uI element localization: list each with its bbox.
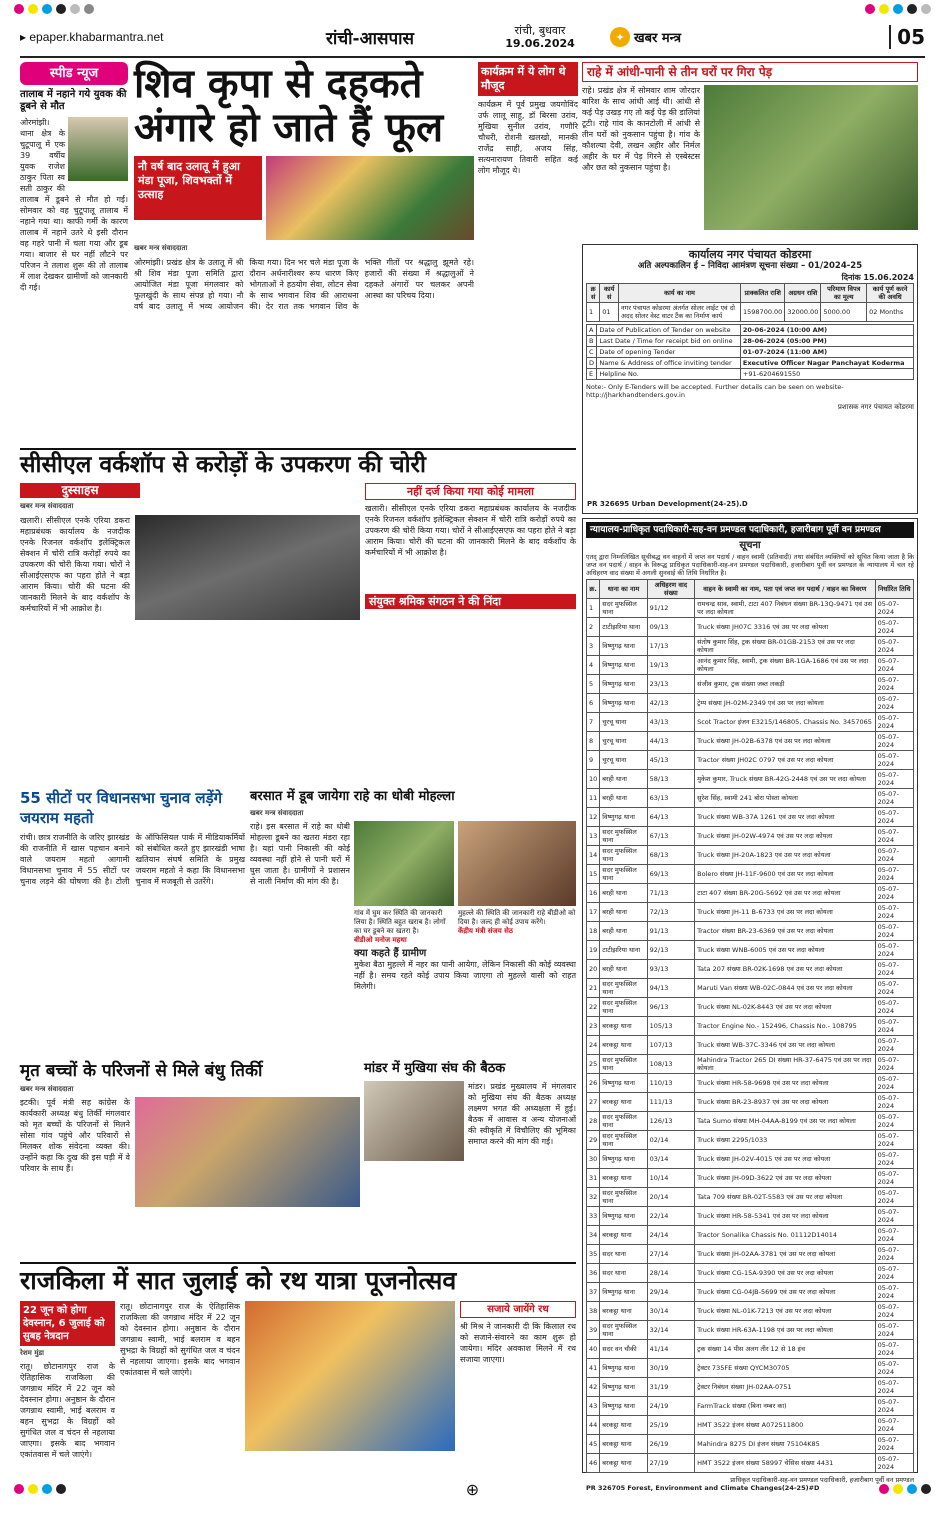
victim-photo bbox=[68, 117, 128, 181]
mandar-story bbox=[364, 1060, 576, 1260]
site-url[interactable]: ▸ epaper.khabarmantra.net bbox=[20, 30, 164, 44]
ccl-headline: सीसीएल वर्कशॉप से करोड़ों के उपकरण की चोरी bbox=[20, 448, 576, 480]
tender-office: कार्यालय नगर पंचायत कोडरमा bbox=[688, 248, 812, 261]
table-row: 21 सदर मुफस्सिल थाना 94/13 Maruti Van संख्या WB-02C-0844 एवं उस पर लदा कोयला 05-07-2024 bbox=[587, 979, 914, 998]
jairam-body: रांची। छात्र राजनीति के जरिए झारखंड की राजनीति में खास पहचान बनाने वाले जयराम महतो आगामी विधानसभा चुनाव में 55 सीटों पर चुनाव लड़ने की घोषणा की है। टोली के ऑफिसियल पार्क में मीडियाकर्मियों को संबोधित करते हुए झारखंडी भाषा खतियान संघर्ष समिति के प्रमुख जयराम महतो ने कहा कि विधानसभा चुनाव में मजबूती से उतरेंगे। bbox=[20, 833, 245, 886]
table-row: 30 विष्णुगढ़ थाना 03/14 Truck संख्या JH-02V-4015 एवं उस पर लदा कोयला 05-07-2024 bbox=[587, 1150, 914, 1169]
rath-side: श्री मिश्र ने जानकारी दी कि किलाल रथ को सजाने-संवारने का काम शुरू हो जायेगा। मंदिर अवकाश मिलने में रथ सजाया जाएगा। bbox=[460, 1322, 576, 1364]
table-row: 31 बरकट्ठा थाना 10/14 Truck संख्या JH-09D-3622 एवं उस पर लदा कोयला 05-07-2024 bbox=[587, 1169, 914, 1188]
fallen-tree-photo bbox=[704, 85, 918, 230]
tirkey-story bbox=[20, 1060, 360, 1260]
table-row: 22 सदर मुफस्सिल थाना 96/13 Truck संख्या NL-02K-8443 एवं उस पर लदा कोयला 05-07-2024 bbox=[587, 998, 914, 1017]
bdo-quote: गांव में घुम कर स्थिति की जानकारी लिया है। स्थिति बहुत खराब है। लोगों का घर डूबने का खतरा है। bbox=[354, 909, 446, 935]
table-row: 9 चुरचू थाना 45/13 Tractor संख्या JH02C 0797 एवं उस पर लदा कोयला 05-07-2024 bbox=[587, 751, 914, 770]
forest-notice-label: सूचना bbox=[739, 540, 761, 551]
forest-pr: PR 326705 Forest, Environment and Climate Changes(24-25)#D bbox=[586, 1484, 820, 1492]
rath-byline: रेशम मुंडा bbox=[20, 1349, 44, 1357]
tender-table: क्र सं कार्य सं कार्य का नाम प्राक्कलित राशि अग्रधन राशि परिमाण विपत्र का मूल्य कार्य पूर्ण करने की अवधि 1 01 नगर पंचायत कोडरमा अंतर्गत सोलर लाईट एवं दो अदद सोलर वेस्ट वाटर टैंक का निर्माण कार्य 1598700.00 32000.00 5000.00 02 Months bbox=[586, 283, 914, 322]
section-title: रांची-आसपास bbox=[325, 28, 415, 49]
manda-puja-photo bbox=[266, 156, 474, 240]
tirkey-headline: मृत बच्चों के परिजनों से मिले बंधु तिर्की bbox=[20, 1061, 263, 1081]
family-meeting-photo bbox=[135, 1097, 360, 1207]
table-row: 38 बरकट्ठा थाना 30/14 Truck संख्या NL-01K-7213 एवं उस पर लदा कोयला 05-07-2024 bbox=[587, 1302, 914, 1321]
speed-news bbox=[20, 62, 128, 437]
table-row: 6 विष्णुगढ़ थाना 42/13 ट्रेम्प संख्या JH-02M-2349 एवं उस पर लदा कोयला 05-07-2024 bbox=[587, 694, 914, 713]
lead-redbox: नौ वर्ष बाद उलातू में हुआ मंडा पूजा, शिवभक्तों में उत्साह bbox=[134, 156, 262, 220]
forest-table: क्र. थाना का नाम अधिहरण वाद संख्या वाहन के स्वामी का नाम, पता एवं जप्त वन पदार्थ / वाहन का विवरण निर्धारित तिथि 1 सदर मुफस्सिल थाना 91/12 रामचन्द्र साव, स्वामी, टाटा 407 निबंधन संख्या BR-13Q-9471 एवं उस पर लदा कोयला 05-07-2024 2 टाटीझरिया थाना 09/13 Truck संख्या JH07C 3316 एवं उस पर लदा कोयला 05-07-2024 3 विष्णुगढ़ थाना 17/13 संतोष कुमार सिंह, ट्रक संख्या BR-01GB-2153 एवं उस पर लदा कोयला 05-07-2024 4 विष्णुगढ़ थाना 19/13 आनंद कुमार सिंह, स्वामी, ट्रक संख्या BR-1GA-1686 एवं उस पर लदा कोयला 05-07-2024 5 विष्णुगढ़ थाना 23/13 संजीव कुमार, ट्रक संख्या जब्त लकड़ी 05-07-2024 6 विष्णुगढ़ थाना 42/13 ट्रेम्प संख्या JH-02M-2349 एवं उस पर लदा कोयला 05-07-2024 7 चुरचू थाना 43/13 Scot Tractor इंजन E3215/146805, Chassis No. 3457065 05-07-2024 8 चुरचू थाना 44/13 Truck संख्या JH-02B-6378 एवं उस पर लदा कोयला 05-07-2024 9 चुरचू थाना 45/13 Tractor संख्या JH02C 0797 एवं उस पर लदा कोयला 05-07-2024 10 बरही थाना 58/13 मुकेश कुमार, Truck संख्या BR-42G-2448 एवं उस पर लदा कोयला 05-07-2024 11 बरही थाना 63/13 सुरेश सिंह, स्वामी 241 बोरा पोस्ता कोयला 05-07-2024 12 विष्णुगढ़ थाना 64/13 Truck संख्या WB-37A 1261 एवं उस पर लदा कोयला 05-07-2024 13 सदर मुफस्सिल थाना 67/13 Truck संख्या JH-02W-4974 एवं उस पर लदा कोयला 05-07-2024 14 सदर मुफस्सिल थाना 68/13 Truck संख्या JH-20A-1823 एवं उस पर लदा कोयला 05-07-2024 15 सदर मुफस्सिल थाना 69/13 Bolero संख्या JH-11F-9600 एवं उस पर लदा कोयला 05-07-2024 16 बरही थाना 71/13 टाटा 407 संख्या BR-20G-5692 एवं उस पर लदा कोयला 05-07-2024 17 बरही थाना 72/13 Truck संख्या JH-11 B-6733 एवं उस पर लदा कोयला 05-07-2024 18 बरही थाना 91/13 Tractor संख्या BR-23-6369 एवं उस पर लदा कोयला 05-07-2024 19 टाटीझरिया थाना 92/13 Truck संख्या WNB-6005 एवं उस पर लदा कोयला 05-07-2024 20 बरही थाना 93/13 Tata 207 संख्या BR-02K-1698 एवं उस पर लदा कोयला 05-07-2024 21 सदर मुफस्सिल थाना 94/13 Maruti Van संख्या WB-02C-0844 एवं उस पर लदा कोयला 05-07-2024 22 सदर मुफस्सिल थाना 96/13 Truck संख्या NL-02K-8443 एवं उस पर लदा कोयला 05-07-2024 23 बरकट्ठा थाना 105/13 Tractor Engine No.- 152496, Chassis No.- 108795 05-07-2024 24 बरकट्ठा थाना 107/13 Truck संख्या WB-37C-3346 एवं उस पर लदा कोयला 05-07-2024 25 सदर मुफस्सिल थाना 108/13 Mahindra Tractor 265 DI संख्या HR-37-6475 एवं उस पर लदा कोयला 05-07-2024 26 विष्णुगढ़ थाना 110/13 Truck संख्या HR-58-9698 एवं उस पर लदा कोयला 05-07-2024 27 बरकट्ठा थाना 111/13 Truck संख्या BR-23-8937 एवं उस पर लदा कोयला 05-07-2024 28 सदर मुफस्सिल थाना 126/13 Tata Sumo संख्या MH-04AA-8199 एवं उस पर लदा कोयला 05-07-2024 29 सदर मुफस्सिल थाना 02/14 Truck संख्या 2295/1033 05-07-2024 30 विष्णुगढ़ थाना 03/14 Truck संख्या JH-02V-4015 एवं उस पर लदा कोयला 05-07-2024 31 बरकट्ठा थाना 10/14 Truck संख्या JH-09D-3622 एवं उस पर लदा कोयला 05-07-2024 32 सदर मुफस्सिल थाना 20/14 Tata 709 संख्या BR-02T-5583 एवं उस पर लदा कोयला 05-07-2024 33 विष्णुगढ़ थाना 22/14 Truck संख्या HR-58-5341 एवं उस पर लदा कोयला 05-07-2024 34 बरकट्ठा थाना 24/14 Tractor Sonalika Chassis No. 01112D14014 05-07-2024 35 सदर थाना 27/14 Truck संख्या JH-02AA-3781 एवं उस पर लदा कोयला 05-07-2024 36 सदर थाना 28/14 Truck संख्या CG-15A-9390 एवं उस पर लदा कोयला 05-07-2024 37 विष्णुगढ़ थाना 29/14 Truck संख्या CG-04JB-5699 एवं उस पर लदा कोयला 05-07-2024 38 बरकट्ठा थाना 30/14 Truck संख्या NL-01K-7213 एवं उस पर लदा कोयला 05-07-2024 39 सदर मुफस्सिल थाना 32/14 Truck संख्या HR-63A-1198 एवं उस पर लदा कोयला 05-07-2024 40 सदर वन चौकी 41/14 ट्रक संख्या 14 पीस अलग तीर 12 से 18 इंच 05-07-2024 41 विष्णुगढ़ थाना 30/19 ट्रेक्टर 735FE संख्या QYCM30705 05-07-2024 42 विष्णुगढ़ थाना 31/19 ट्रेक्टर निबंधन संख्या JH-02AA-0751 05-07-2024 43 विष्णुगढ़ थाना 24/19 FarmTrack संख्या (बिना नम्बर का) 05-07-2024 44 बरकट्ठा थाना 25/19 HMT 3522 इंजन संख्या A072511800 05-07-2024 45 बरकट्ठा थाना 26/19 Mahindra 8275 DI इंजन संख्या 75104K85 05-07-2024 46 बरकट्ठा थाना 27/19 HMT 3522 इंजन संख्या 58997 चेसिस संख्या 4431 05-07-2024 bbox=[586, 579, 914, 1473]
table-row: 11 बरही थाना 63/13 सुरेश सिंह, स्वामी 241 बोरा पोस्ता कोयला 05-07-2024 bbox=[587, 789, 914, 808]
tender-note: Note:- Only E-Tenders will be accepted. Further details can be seen on website-http://jharkhandtenders.gov.in bbox=[586, 383, 844, 399]
lead-headline: शिव कृपा से दहकते अंगारे हो जाते हैं फूल bbox=[134, 61, 444, 151]
color-dots-left bbox=[14, 4, 94, 14]
table-row: 39 सदर मुफस्सिल थाना 32/14 Truck संख्या HR-63A-1198 एवं उस पर लदा कोयला 05-07-2024 bbox=[587, 1321, 914, 1340]
table-row: 33 विष्णुगढ़ थाना 22/14 Truck संख्या HR-58-5341 एवं उस पर लदा कोयला 05-07-2024 bbox=[587, 1207, 914, 1226]
lead-story bbox=[134, 62, 474, 437]
table-row: 36 सदर थाना 28/14 Truck संख्या CG-15A-9390 एवं उस पर लदा कोयला 05-07-2024 bbox=[587, 1264, 914, 1283]
speed-news-badge: स्पीड न्यूज bbox=[20, 62, 128, 85]
minister-quote: मुहल्ले की स्थिति की जानकारी राहे बीडीओ को दिया है। जल्द ही कोई उपाय करेंगे। bbox=[458, 909, 576, 926]
storm-story bbox=[582, 62, 918, 234]
rath-headline: राजकिला में सात जुलाई को रथ यात्रा पूजनोत्सव bbox=[20, 1262, 576, 1298]
table-row: 26 विष्णुगढ़ थाना 110/13 Truck संख्या HR-58-9698 एवं उस पर लदा कोयला 05-07-2024 bbox=[587, 1074, 914, 1093]
table-row: C Date of opening Tender 01-07-2024 (11:00 AM) bbox=[587, 347, 914, 358]
table-row: 2 टाटीझरिया थाना 09/13 Truck संख्या JH07C 3316 एवं उस पर लदा कोयला 05-07-2024 bbox=[587, 618, 914, 637]
tirkey-byline: खबर मन्त्र संवाददाता bbox=[20, 1085, 74, 1093]
page-header bbox=[20, 18, 925, 58]
table-row: B Last Date / Time for receipt bid on online 28-06-2024 (05:00 PM) bbox=[587, 336, 914, 347]
table-row: 43 विष्णुगढ़ थाना 24/19 FarmTrack संख्या (बिना नम्बर का) 05-07-2024 bbox=[587, 1397, 914, 1416]
program-title: कार्यक्रम में ये लोग थे मौजूद bbox=[478, 62, 578, 96]
storm-title: राहे में आंधी-पानी से तीन घरों पर गिरा पेड़ bbox=[582, 62, 918, 82]
table-row: 18 बरही थाना 91/13 Tractor संख्या BR-23-6369 एवं उस पर लदा कोयला 05-07-2024 bbox=[587, 922, 914, 941]
table-row: 8 चुरचू थाना 44/13 Truck संख्या JH-02B-6378 एवं उस पर लदा कोयला 05-07-2024 bbox=[587, 732, 914, 751]
villager-title: क्या कहते हैं ग्रामीण bbox=[354, 948, 427, 959]
forest-sign: प्राधिकृत पदाधिकारी-सह-वन प्रमण्डल पदाधिकारी, हजारीबाग पूर्वी वन प्रमण्डल bbox=[730, 1476, 914, 1484]
forest-title: न्यायालय-प्राधिकृत पदाधिकारी-सह-वन प्रमण्डल पदाधिकारी, हजारीबाग पूर्वी वन प्रमण्डल bbox=[586, 522, 914, 538]
table-row: 3 विष्णुगढ़ थाना 17/13 संतोष कुमार सिंह, ट्रक संख्या BR-01GB-2153 एवं उस पर लदा कोयला 05-07-2024 bbox=[587, 637, 914, 656]
program-body: कार्यक्रम में पूर्व प्रमुख जयगोविंद उर्फ लालू साहू, डॉ बिरसा उरांव, मुखिया सुनील उरांव, गणौरि चौधरी, रोशनी खलखो, मानकी राजेंद्र साही, अजय सिंह, सत्यनारायण तिवारी सहित कई लोग मौजूद थे। bbox=[478, 100, 578, 175]
villager-body: मुकेश बैठा मुहल्ले में नहर का पानी आयेगा, लेकिन निकासी की कोई व्यवस्था नहीं है। समय रहते कोई उपाय किया जाएगा तो मुहल्ले वासी को राहत मिलेगी। bbox=[354, 960, 576, 991]
ccl-tag: दुस्साहस bbox=[20, 483, 140, 498]
table-row: 41 विष्णुगढ़ थाना 30/19 ट्रेक्टर 735FE संख्या QYCM30705 05-07-2024 bbox=[587, 1359, 914, 1378]
color-dots-right bbox=[865, 4, 931, 14]
waterlogged-photo bbox=[354, 821, 454, 906]
ccl-sub2: संयुक्त श्रमिक संगठन ने की निंदा bbox=[365, 594, 576, 609]
table-row: 16 बरही थाना 71/13 टाटा 407 संख्या BR-20G-5692 एवं उस पर लदा कोयला 05-07-2024 bbox=[587, 884, 914, 903]
table-row: 37 विष्णुगढ़ थाना 29/14 Truck संख्या CG-04JB-5699 एवं उस पर लदा कोयला 05-07-2024 bbox=[587, 1283, 914, 1302]
table-row: 27 बरकट्ठा थाना 111/13 Truck संख्या BR-23-8937 एवं उस पर लदा कोयला 05-07-2024 bbox=[587, 1093, 914, 1112]
jairam-headline: 55 सीटों पर विधानसभा चुनाव लड़ेंगे जयराम महतो bbox=[20, 789, 223, 827]
cursor-icon: ▸ bbox=[20, 30, 27, 44]
meeting-photo bbox=[364, 1081, 464, 1161]
table-row: 23 बरकट्ठा थाना 105/13 Tractor Engine No.- 152496, Chassis No.- 108795 05-07-2024 bbox=[587, 1017, 914, 1036]
table-row: 29 सदर मुफस्सिल थाना 02/14 Truck संख्या 2295/1033 05-07-2024 bbox=[587, 1131, 914, 1150]
ccl-story bbox=[20, 448, 576, 784]
program-box bbox=[478, 62, 578, 437]
tender-date: दिनांक 15.06.2024 bbox=[841, 273, 914, 282]
tender-pr: PR 326695 Urban Development(24-25).D bbox=[587, 500, 748, 508]
table-row: 19 टाटीझरिया थाना 92/13 Truck संख्या WNB-6005 एवं उस पर लदा कोयला 05-07-2024 bbox=[587, 941, 914, 960]
jagannath-photo bbox=[245, 1301, 455, 1451]
lead-byline: खबर मन्त्र संवाददाता bbox=[134, 244, 188, 252]
tender-notice bbox=[582, 244, 918, 514]
table-row: 13 सदर मुफस्सिल थाना 67/13 Truck संख्या JH-02W-4974 एवं उस पर लदा कोयला 05-07-2024 bbox=[587, 827, 914, 846]
rath-sub: सजाये जायेंगे रथ bbox=[460, 1301, 576, 1318]
table-row: 5 विष्णुगढ़ थाना 23/13 संजीव कुमार, ट्रक संख्या जब्त लकड़ी 05-07-2024 bbox=[587, 675, 914, 694]
minister-name: केंद्रीय मंत्री संजय सेठ bbox=[458, 927, 513, 935]
table-row: 44 बरकट्ठा थाना 25/19 HMT 3522 इंजन संख्या A072511800 05-07-2024 bbox=[587, 1416, 914, 1435]
page-number: 05 bbox=[889, 25, 925, 49]
table-row: 34 बरकट्ठा थाना 24/14 Tractor Sonalika Chassis No. 01112D14014 05-07-2024 bbox=[587, 1226, 914, 1245]
dhobi-body: राहे। इस बरसात में राहे का धोबी मोहल्ला डूबने का खतरा मंडरा रहा है। यहां पानी निकासी की कोई व्यवस्था नहीं होने से पानी घरों में घुस जाता है। ग्रामीणों ने प्रशासन से नाली निर्माण की मांग की है। bbox=[250, 822, 350, 886]
print-registration-bottom bbox=[0, 1480, 945, 1498]
ccl-byline: खबर मन्त्र संवाददाता bbox=[20, 502, 74, 510]
ccl-body: खलारी। सीसीएल एनके एरिया डकरा महाप्रबंधक कार्यालय के नजदीक एनके रिजनल वर्कशॉप इलेक्ट्रिकल सेक्शन में चोरी रात्रि करोड़ों रुपये का उपकरण की चोरी किया गया। चोरों ने सीआईएसएफ का पहरा होते ने बड़ा आराम किया। चोरी की घटना की जानकारी मिलने के बाद वर्कशॉप के कर्मचारियों में भी आक्रोश है। bbox=[20, 516, 130, 613]
table-row: 45 बरकट्ठा थाना 26/19 Mahindra 8275 DI इंजन संख्या 75104K85 05-07-2024 bbox=[587, 1435, 914, 1454]
bdo-name: बीडीओ मनोज महथा bbox=[354, 936, 407, 944]
table-row: 10 बरही थाना 58/13 मुकेश कुमार, Truck संख्या BR-42G-2448 एवं उस पर लदा कोयला 05-07-2024 bbox=[587, 770, 914, 789]
lead-body: ओरमांझी। प्रखंड क्षेत्र के उलातू में श्री श्री शिव मंडा पूजा समिति द्वारा आयोजित मंडा पूजा मंगलवार को फूलखुंदी के साथ संपन्न हो गया। नौ वर्ष बाद उलातू में भव्य आयोजन किया गया। दिन भर चले मंडा पूजा के दौरान अर्धनारीश्वर रूप धारण किए भोगताओं ने हठयोग सेवा, लोटन सेवा के साथ भगवान शिव की आराधना की। देर रात तक भगवान शिव के भक्ति गीतों पर श्रद्धालु झूमते रहे। हजारों की संख्या में श्रद्धालुओं ने दहकते अंगारों पर चलकर अपनी आस्था का परिचय दिया। bbox=[134, 258, 474, 311]
table-row: 12 विष्णुगढ़ थाना 64/13 Truck संख्या WB-37A 1261 एवं उस पर लदा कोयला 05-07-2024 bbox=[587, 808, 914, 827]
table-row: D Name & Address of office inviting tender Executive Officer Nagar Panchayat Koderma bbox=[587, 358, 914, 369]
table-row: 35 सदर थाना 27/14 Truck संख्या JH-02AA-3781 एवं उस पर लदा कोयला 05-07-2024 bbox=[587, 1245, 914, 1264]
forest-notice bbox=[582, 518, 918, 1492]
dhobi-byline: खबर मन्त्र संवाददाता bbox=[250, 809, 304, 817]
brand-logo: ✦ खबर मन्त्र bbox=[610, 27, 730, 47]
tirkey-body: इटकी। पूर्व मंत्री सह कांग्रेस के कार्यकारी अध्यक्ष बंधु तिर्की मंगलवार को मृत बच्चों के परिजनों से मिलने सोसा गांव पहुंचे और परिवारों से मिलकर शोक संवेदना व्यक्त की। उन्होंने कहा कि दुख की इस घड़ी में वे परिवार के साथ हैं। bbox=[20, 1098, 130, 1173]
ccl-sub1-body: खलारी। सीसीएल एनके एरिया डकरा महाप्रबंधक कार्यालय के नजदीक एनके रिजनल वर्कशॉप इलेक्ट्रिकल सेक्शन में चोरी रात्रि करोड़ों रुपये का उपकरण की चोरी किया गया। चोरों ने सीआईएसएफ का पहरा होते ने बड़ा आराम किया। चोरी की घटना की जानकारी मिलने के बाद वर्कशॉप के कर्मचारियों में भी आक्रोश है। bbox=[365, 504, 576, 557]
speed-news-title: तालाब में नहाने गये युवक की डूबने से मौत bbox=[20, 89, 127, 112]
rath-story bbox=[20, 1262, 576, 1472]
table-row: 20 बरही थाना 93/13 Tata 207 संख्या BR-02K-1698 एवं उस पर लदा कोयला 05-07-2024 bbox=[587, 960, 914, 979]
table-row: 40 सदर वन चौकी 41/14 ट्रक संख्या 14 पीस अलग तीर 12 से 18 इंच 05-07-2024 bbox=[587, 1340, 914, 1359]
crosshair-icon: ⊕ bbox=[465, 1479, 480, 1499]
minister-photo bbox=[458, 821, 576, 906]
mandar-body: मांडर। प्रखंड मुख्यालय में मंगलवार को मुखिया संघ की बैठक अध्यक्ष लक्ष्मण भगत की अध्यक्षता में हुई। बैठक में आवास व अन्य योजनाओं की स्वीकृति में विचौलिए की भूमिका समाप्त करने की मांग की गई। bbox=[468, 1082, 576, 1146]
dateline: रांची, बुधवार 19.06.2024 bbox=[505, 24, 575, 50]
table-row: 17 बरही थाना 72/13 Truck संख्या JH-11 B-6733 एवं उस पर लदा कोयला 05-07-2024 bbox=[587, 903, 914, 922]
forest-intro: एतद् द्वारा निम्नलिखित सूचीबद्ध वन वाहनों में जप्त वन पदार्थ / वाहन स्वामी (प्रतिवादी) तथा संबंधित व्यक्तियों को सूचित किया जाता है कि जप्त वन पदार्थ / वाहन के विरूद्ध प्राधिकृत पदाधिकारी-सह-वन प्रमण्डल पदाधिकारी, हजारीबाग पूर्वी वन प्रमण्डल के न्यायालय में चल रहे अधिहरण वाद संख्या में अगली सुनवाई की तिथि निर्धारित है। bbox=[586, 553, 914, 577]
table-row: 24 बरकट्ठा थाना 107/13 Truck संख्या WB-37C-3346 एवं उस पर लदा कोयला 05-07-2024 bbox=[587, 1036, 914, 1055]
table-row: A Date of Publication of Tender on website 20-06-2024 (10:00 AM) bbox=[587, 325, 914, 336]
table-row: 42 विष्णुगढ़ थाना 31/19 ट्रेक्टर निबंधन संख्या JH-02AA-0751 05-07-2024 bbox=[587, 1378, 914, 1397]
table-row: 1 सदर मुफस्सिल थाना 91/12 रामचन्द्र साव, स्वामी, टाटा 407 निबंधन संख्या BR-13Q-9471 एवं उस पर लदा कोयला 05-07-2024 bbox=[587, 599, 914, 618]
storm-body: राहे। प्रखंड क्षेत्र में सोमवार शाम जोरदार बारिश के साथ आंधी आई थी। आंधी से कई पेड़ उखड़ गए तो कई पेड़ की डालियां टूटी। राहे गांव के कानटोली में आंधी से तीन घरों को नुकसान पहुंचा है। गांव के कौशल्या देवी, लखन अहीर और निर्मल अहीर के घर में पेड़ गिरने से एस्बेस्टस और छत को नुकसान पहुंचा है। bbox=[582, 86, 700, 172]
rath-redbox: 22 जून को होगा देवस्नान, 6 जुलाई को सुबह नेत्रदान bbox=[20, 1301, 115, 1346]
print-registration-bar bbox=[0, 0, 945, 18]
speed-news-body: ओरमांझी। थाना क्षेत्र के चुटूपालू में एक 39 वर्षीय युवक राजेश ठाकुर पिता स्व सती ठाकुर की तालाब में डूबने से मौत हो गई। सोमवार को वह चुटूपालू तालाब में नहाने गया था। काफी गर्मी के कारण तालाब में नहाने उतरे थे इसी दौरान वह गहरे पानी में चला गया और डूब गया। बाजार से घर नहीं लौटने पर परिजन ने तलाश शुरू की तो तालाब में लाश देखकर ग्रामीणों को जानकारी दी गई। bbox=[20, 118, 128, 292]
rath-body: रातू। छोटानागपुर राज के ऐतिहासिक राजकिला की जगन्नाथ मंदिर में 22 जून को देवस्नान होगा। अनुष्ठान के दौरान जगन्नाथ स्वामी, भाई बलराम व बहन सुभद्रा के विग्रहों को सुगंधित जल व चंदन से नहलाया जाएगा। इसके बाद भगवान एकांतवास में चले जाएंगे। bbox=[20, 1362, 115, 1459]
table-row: 46 बरकट्ठा थाना 27/19 HMT 3522 इंजन संख्या 58997 चेसिस संख्या 4431 05-07-2024 bbox=[587, 1454, 914, 1473]
table-row: 7 चुरचू थाना 43/13 Scot Tractor इंजन E3215/146805, Chassis No. 3457065 05-07-2024 bbox=[587, 713, 914, 732]
ccl-sub1: नहीं दर्ज किया गया कोई मामला bbox=[365, 483, 576, 500]
table-row: 15 सदर मुफस्सिल थाना 69/13 Bolero संख्या JH-11F-9600 एवं उस पर लदा कोयला 05-07-2024 bbox=[587, 865, 914, 884]
mandar-headline: मांडर में मुखिया संघ की बैठक bbox=[364, 1061, 506, 1076]
workshop-photo bbox=[135, 515, 360, 620]
jairam-story bbox=[20, 788, 245, 1056]
table-row: 4 विष्णुगढ़ थाना 19/13 आनंद कुमार सिंह, स्वामी, ट्रक संख्या BR-1GA-1686 एवं उस पर लदा कोयला 05-07-2024 bbox=[587, 656, 914, 675]
tender-title: अति अल्पकालिन ई – निविदा आमंत्रण सूचना संख्या – 01/2024-25 bbox=[637, 261, 863, 271]
dhobi-story bbox=[250, 788, 576, 1056]
tender-info-table bbox=[586, 324, 914, 380]
table-row: 1 01 नगर पंचायत कोडरमा अंतर्गत सोलर लाईट एवं दो अदद सोलर वेस्ट वाटर टैंक का निर्माण कार्य 1598700.00 32000.00 5000.00 02 Months bbox=[587, 303, 914, 322]
logo-icon: ✦ bbox=[610, 27, 630, 47]
table-row: 14 सदर मुफस्सिल थाना 68/13 Truck संख्या JH-20A-1823 एवं उस पर लदा कोयला 05-07-2024 bbox=[587, 846, 914, 865]
tender-sign: प्रशासक नगर पंचायत कोडरमा bbox=[837, 403, 914, 411]
table-row: 25 सदर मुफस्सिल थाना 108/13 Mahindra Tractor 265 DI संख्या HR-37-6475 एवं उस पर लदा कोयला 05-07-2024 bbox=[587, 1055, 914, 1074]
dhobi-headline: बरसात में डूब जायेगा राहे का धोबी मोहल्ला bbox=[250, 789, 455, 804]
rath-body-2: रातू। छोटानागपुर राज के ऐतिहासिक राजकिला की जगन्नाथ मंदिर में 22 जून को देवस्नान होगा। अनुष्ठान के दौरान जगन्नाथ स्वामी, भाई बलराम व बहन सुभद्रा के विग्रहों को सुगंधित जल व चंदन से नहलाया जाएगा। इसके बाद भगवान एकांतवास में चले जाएंगे। bbox=[120, 1302, 240, 1377]
table-row: E Helpline No. +91-6204691550 bbox=[587, 369, 914, 380]
table-row: 32 सदर मुफस्सिल थाना 20/14 Tata 709 संख्या BR-02T-5583 एवं उस पर लदा कोयला 05-07-2024 bbox=[587, 1188, 914, 1207]
table-row: 28 सदर मुफस्सिल थाना 126/13 Tata Sumo संख्या MH-04AA-8199 एवं उस पर लदा कोयला 05-07-2024 bbox=[587, 1112, 914, 1131]
